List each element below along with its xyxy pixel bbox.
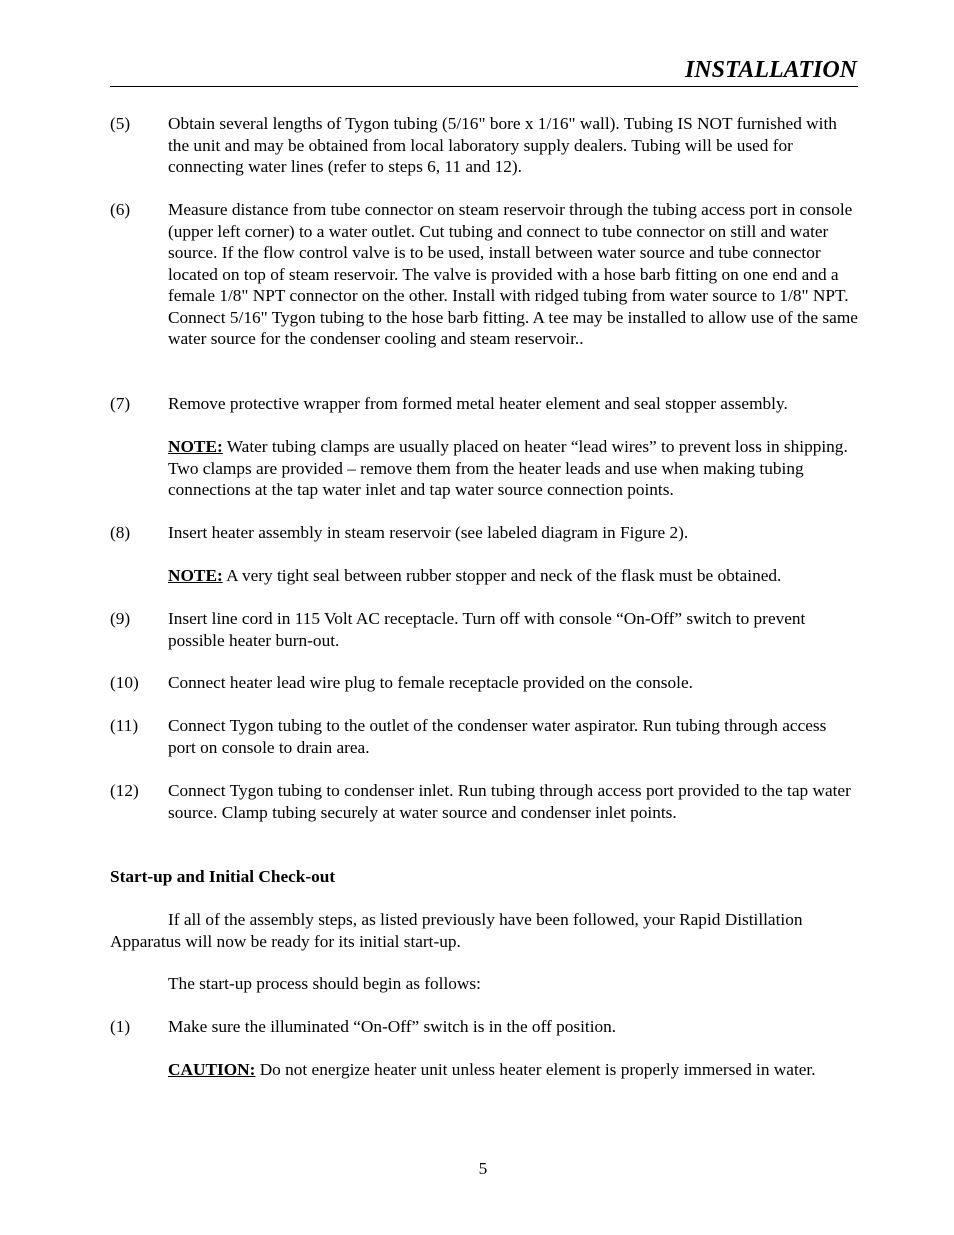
step-text: Connect heater lead wire plug to female receptacle provided on the console. — [168, 673, 693, 692]
list-item — [110, 672, 858, 694]
step-text: Make sure the illuminated “On-Off” switch is in the off position. — [168, 1017, 617, 1036]
step-number: (8) — [110, 523, 131, 542]
list-item — [110, 715, 858, 758]
step-text: Insert line cord in 115 Volt AC receptacle. Turn off with console “On-Off” switch to prevent possible heater burn-out. — [168, 609, 806, 650]
step-number: (6) — [110, 200, 131, 219]
step-text: Remove protective wrapper from formed metal heater element and seal stopper assembly. — [168, 394, 788, 413]
caution-block — [168, 1059, 858, 1081]
list-item — [110, 608, 858, 651]
step-number: (10) — [110, 673, 139, 692]
step-number: (12) — [110, 781, 139, 800]
step-number: (1) — [110, 1017, 131, 1036]
step-number: (9) — [110, 609, 131, 628]
list-item — [110, 393, 858, 415]
header-divider — [110, 86, 858, 87]
step-number: (5) — [110, 114, 131, 133]
caution-text: Do not energize heater unit unless heater element is properly immersed in water. — [255, 1060, 816, 1079]
step-text: Obtain several lengths of Tygon tubing (5/16" bore x 1/16" wall). Tubing IS NOT furnished with the unit and may be obtained from local laboratory supply dealers. Tubing will be used for connecting water lines (refer to steps 6, 11 and 12). — [168, 114, 837, 176]
note-label: NOTE: — [168, 437, 223, 456]
list-item — [110, 780, 858, 823]
note-text: Water tubing clamps are usually placed on heater “lead wires” to prevent loss in shipping. Two clamps are provided – remove them from the heater leads and use when making tubing connections at the tap water inlet and tap water source connection points. — [168, 437, 848, 499]
section-heading: Start-up and Initial Check-out — [110, 867, 336, 886]
step-text: Connect Tygon tubing to condenser inlet. Run tubing through access port provided to the tap water source. Clamp tubing securely at water source and condenser inlet points. — [168, 781, 851, 822]
step-number: (11) — [110, 716, 139, 735]
list-item — [110, 1016, 858, 1038]
list-item — [110, 113, 858, 178]
page-number: 5 — [478, 1159, 488, 1178]
page-title: INSTALLATION — [684, 57, 857, 83]
step-text: Connect Tygon tubing to the outlet of the condenser water aspirator. Run tubing through access port on console to drain area. — [168, 716, 827, 757]
caution-label: CAUTION: — [168, 1060, 256, 1079]
intro-paragraph: If all of the assembly steps, as listed previously have been followed, your Rapid Distillation Apparatus will now be ready for its initial start-up. — [110, 910, 803, 951]
step-number: (7) — [110, 394, 131, 413]
list-item — [110, 522, 858, 544]
list-item — [110, 199, 858, 350]
note-text: A very tight seal between rubber stopper and neck of the flask must be obtained. — [222, 566, 782, 585]
step-text: Measure distance from tube connector on steam reservoir through the tubing access port in console (upper left corner) to a water outlet. Cut tubing and connect to tube connector on still and water source. If the flow control valve is to be used, install between water source and tube connector located on top of steam reservoir. The valve is provided with a hose barb fitting on one end and a female 1/8" NPT connector on the other. Install with ridged tubing from water source to 1/8" NPT. Connect 5/16" Tygon tubing to the hose barb fitting. A tee may be installed to allow use of the same water source for the condenser cooling and steam reservoir.. — [168, 200, 858, 348]
step-text: Insert heater assembly in steam reservoir (see labeled diagram in Figure 2). — [168, 523, 689, 542]
lead-paragraph: The start-up process should begin as follows: — [168, 974, 481, 993]
note-label: NOTE: — [168, 566, 223, 585]
note-block — [168, 436, 858, 501]
note-block — [168, 565, 858, 587]
